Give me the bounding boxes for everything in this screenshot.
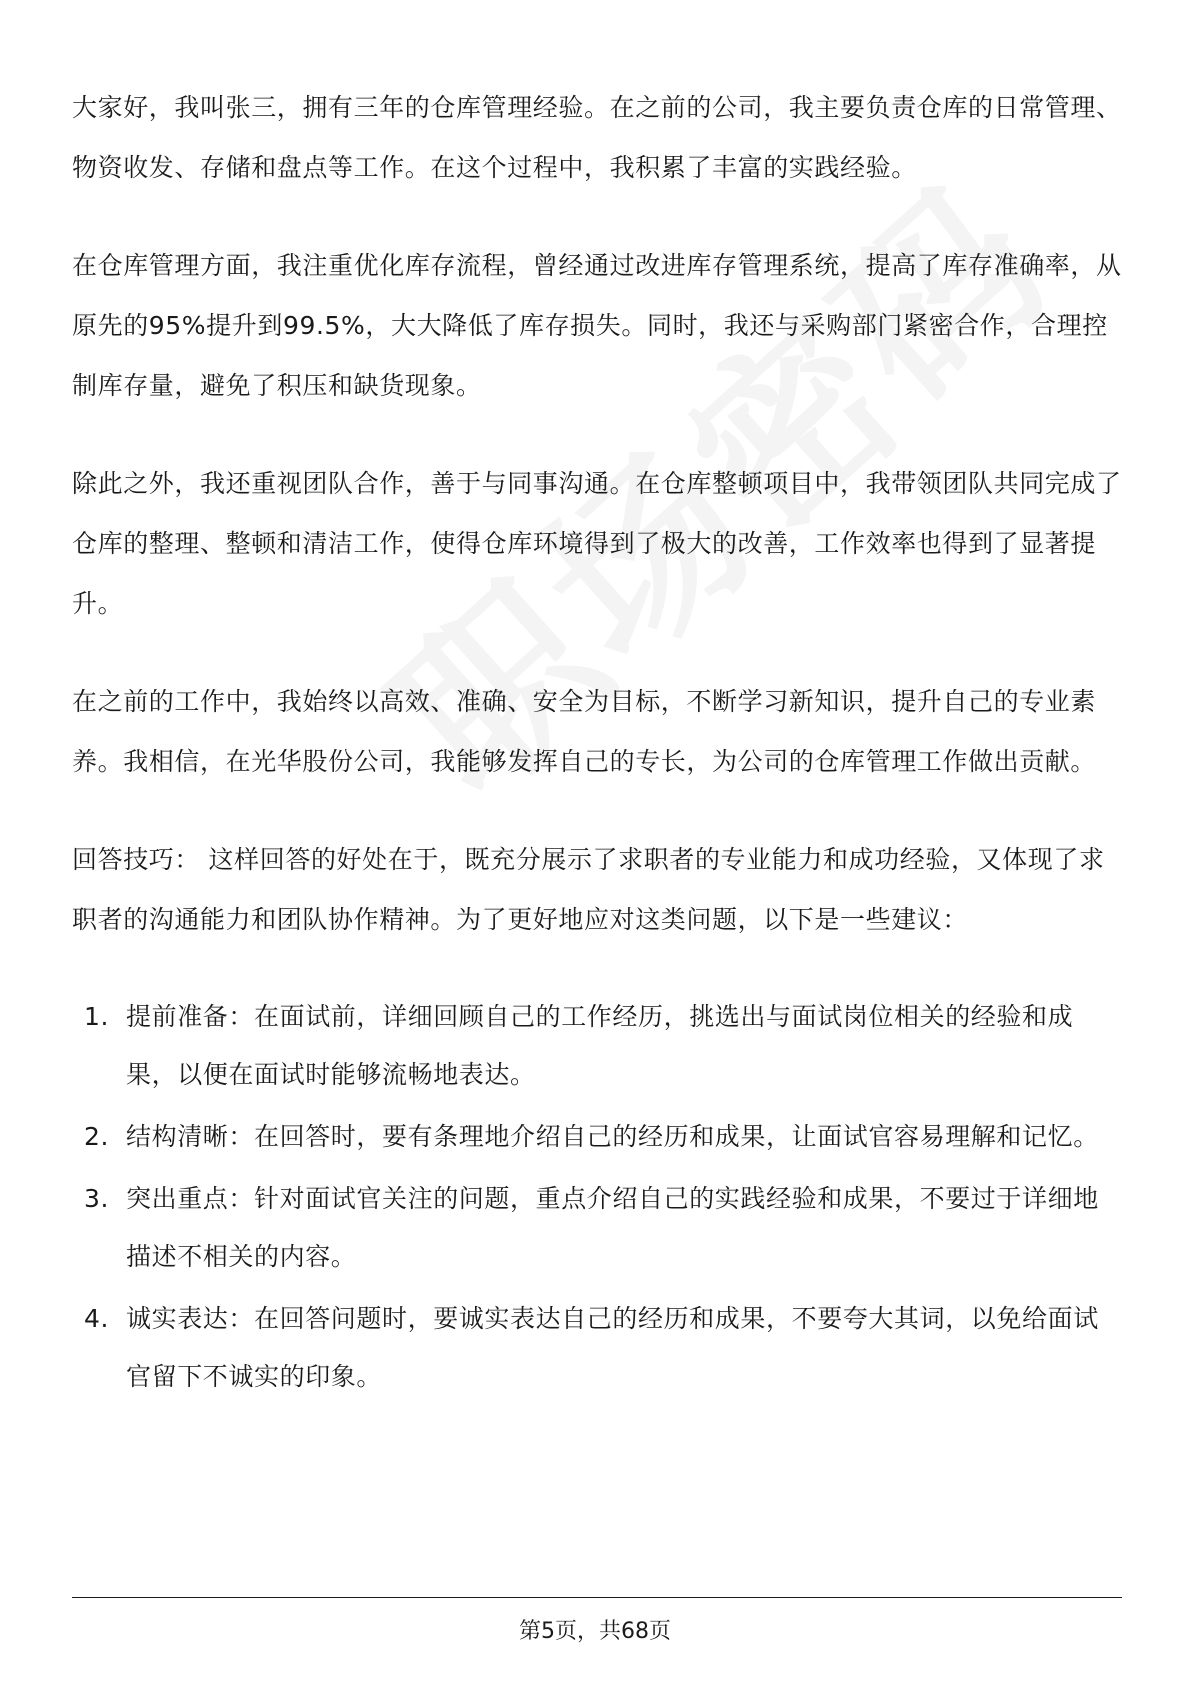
page-number: 第5页，共68页 [519,1619,671,1644]
list-item-text: 诚实表达：在回答问题时，要诚实表达自己的经历和成果，不要夸大其词，以免给面试官留下不诚实的印象。 [126,1304,1099,1391]
list-item-text: 提前准备：在面试前，详细回顾自己的工作经历，挑选出与面试岗位相关的经验和成果，以便在面试时能够流畅地表达。 [126,1002,1074,1089]
list-item-number: 1. [84,1002,110,1031]
paragraph-answer-tips: 回答技巧： 这样回答的好处在于，既充分展示了求职者的专业能力和成功经验，又体现了求职者的沟通能力和团队协作精神。为了更好地应对这类问题，以下是一些建议： [72,845,1105,934]
tips-list [72,988,1122,1406]
paragraph-goals: 在之前的工作中，我始终以高效、准确、安全为目标，不断学习新知识，提升自己的专业素养。我相信，在光华股份公司，我能够发挥自己的专长，为公司的仓库管理工作做出贡献。 [72,687,1097,776]
list-item-number: 2. [84,1122,110,1151]
list-item [72,988,1122,1104]
page-content [72,78,1122,1410]
list-item-text: 结构清晰：在回答时，要有条理地介绍自己的经历和成果，让面试官容易理解和记忆。 [126,1122,1099,1151]
paragraph-intro: 大家好，我叫张三，拥有三年的仓库管理经验。在之前的公司，我主要负责仓库的日常管理、物资收发、存储和盘点等工作。在这个过程中，我积累了丰富的实践经验。 [72,93,1122,182]
list-item [72,1170,1122,1286]
list-item-text: 突出重点：针对面试官关注的问题，重点介绍自己的实践经验和成果，不要过于详细地描述不相关的内容。 [126,1184,1099,1271]
paragraph-teamwork: 除此之外，我还重视团队合作，善于与同事沟通。在仓库整顿项目中，我带领团队共同完成了仓库的整理、整顿和清洁工作，使得仓库环境得到了极大的改善，工作效率也得到了显著提升。 [72,469,1122,618]
list-item-number: 4. [84,1304,110,1333]
list-item [72,1290,1122,1406]
paragraph-inventory: 在仓库管理方面，我注重优化库存流程，曾经通过改进库存管理系统，提高了库存准确率，从原先的95%提升到99.5%，大大降低了库存损失。同时，我还与采购部门紧密合作，合理控制库存量，避免了积压和缺货现象。 [72,251,1122,400]
list-item [72,1108,1122,1166]
list-item-number: 3. [84,1184,110,1213]
footer-divider [72,1597,1122,1598]
